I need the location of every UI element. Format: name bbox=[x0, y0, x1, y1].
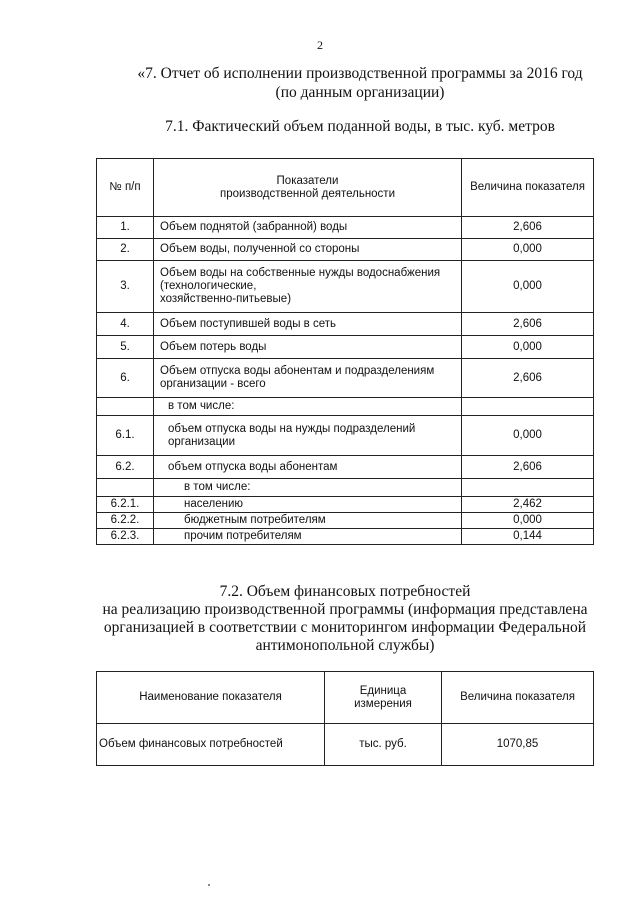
table-row bbox=[97, 398, 594, 416]
row-name: Объем финансовых потребностей bbox=[97, 724, 325, 766]
row-num: 4. bbox=[97, 313, 154, 336]
header-name: Наименование показателя bbox=[97, 672, 325, 724]
report-heading-line2: (по данным организации) bbox=[275, 84, 445, 101]
row-label-line2: (технологические, bbox=[160, 280, 257, 292]
row-num: 6.2. bbox=[97, 456, 154, 479]
report-heading bbox=[60, 64, 640, 102]
row-value: 0,000 bbox=[462, 336, 594, 359]
table-row bbox=[97, 313, 594, 336]
table-header-row bbox=[97, 672, 594, 724]
row-num: 6.2.3. bbox=[97, 529, 154, 545]
section-72-title-line4: антимонопольной службы) bbox=[255, 637, 435, 654]
row-label-line2: организации bbox=[168, 435, 236, 448]
row-value: 0,000 bbox=[462, 416, 594, 456]
row-num bbox=[97, 479, 154, 497]
financial-needs-table bbox=[96, 671, 594, 766]
table-row bbox=[97, 456, 594, 479]
row-value: 0,000 bbox=[462, 261, 594, 313]
row-label: Объем воды, полученной со стороны bbox=[154, 239, 462, 261]
table-header-row bbox=[97, 159, 594, 217]
header-indicator bbox=[154, 159, 462, 217]
row-label bbox=[154, 261, 462, 313]
row-label-line1: Объем воды на собственные нужды водоснабжения bbox=[160, 267, 441, 279]
water-volume-table bbox=[96, 158, 594, 545]
table-row bbox=[97, 724, 594, 766]
row-label: Объем поднятой (забранной) воды bbox=[154, 217, 462, 239]
header-indicator-line1: Показатели bbox=[276, 174, 339, 187]
row-value: 2,606 bbox=[462, 456, 594, 479]
header-value: Величина показателя bbox=[442, 672, 594, 724]
row-label-line2: организации - всего bbox=[160, 378, 266, 390]
row-value: 2,606 bbox=[462, 313, 594, 336]
row-num: 1. bbox=[97, 217, 154, 239]
table-row bbox=[97, 529, 594, 545]
table-row bbox=[97, 513, 594, 529]
header-unit-line1: Единица bbox=[359, 684, 407, 697]
row-unit: тыс. руб. bbox=[325, 724, 442, 766]
row-num bbox=[97, 398, 154, 416]
table-row bbox=[97, 217, 594, 239]
page-number: 2 bbox=[317, 38, 323, 52]
table-row bbox=[97, 261, 594, 313]
row-label: прочим потребителям bbox=[154, 529, 462, 545]
row-num: 6.2.2. bbox=[97, 513, 154, 529]
header-unit-line2: измерения bbox=[354, 697, 412, 710]
row-value: 0,000 bbox=[462, 513, 594, 529]
header-value: Величина показателя bbox=[462, 159, 594, 217]
row-label: населению bbox=[154, 497, 462, 513]
row-value: 0,144 bbox=[462, 529, 594, 545]
row-label: Объем потерь воды bbox=[154, 336, 462, 359]
section-71-title: 7.1. Фактический объем поданной воды, в тыс. куб. метров bbox=[165, 118, 555, 135]
header-num: № п/п bbox=[97, 159, 154, 217]
row-num: 2. bbox=[97, 239, 154, 261]
section-72-title-line2: на реализацию производственной программы (информация представлена bbox=[102, 601, 588, 618]
row-num: 3. bbox=[97, 261, 154, 313]
table-row bbox=[97, 336, 594, 359]
row-label bbox=[154, 359, 462, 398]
row-num: 5. bbox=[97, 336, 154, 359]
row-label: в том числе: bbox=[154, 398, 462, 416]
section-72-title bbox=[95, 583, 595, 655]
row-label-line3: хозяйственно-питьевые) bbox=[160, 293, 292, 305]
row-label-line1: объем отпуска воды на нужды подразделений bbox=[168, 422, 416, 435]
row-value: 2,606 bbox=[462, 217, 594, 239]
row-num: 6. bbox=[97, 359, 154, 398]
table-row bbox=[97, 359, 594, 398]
row-value bbox=[462, 479, 594, 497]
row-value: 2,606 bbox=[462, 359, 594, 398]
section-72-title-line3: организацией в соответствии с мониторингом информации Федеральной bbox=[103, 619, 587, 636]
row-value: 0,000 bbox=[462, 239, 594, 261]
table-row bbox=[97, 416, 594, 456]
row-value bbox=[462, 398, 594, 416]
row-label: объем отпуска воды абонентам bbox=[154, 456, 462, 479]
row-label-line1: Объем отпуска воды абонентам и подразделениям bbox=[160, 365, 435, 377]
row-value: 2,462 bbox=[462, 497, 594, 513]
table-row bbox=[97, 239, 594, 261]
section-72-title-line1: 7.2. Объем финансовых потребностей bbox=[219, 583, 471, 600]
table-row bbox=[97, 497, 594, 513]
row-label: бюджетным потребителям bbox=[154, 513, 462, 529]
scan-speck bbox=[208, 884, 210, 886]
report-heading-line1: «7. Отчет об исполнении производственной программы за 2016 год bbox=[137, 65, 583, 82]
row-label: в том числе: bbox=[154, 479, 462, 497]
header-indicator-line2: производственной деятельности bbox=[219, 187, 396, 200]
table-row bbox=[97, 479, 594, 497]
row-num: 6.2.1. bbox=[97, 497, 154, 513]
row-label bbox=[154, 416, 462, 456]
row-num: 6.1. bbox=[97, 416, 154, 456]
row-value: 1070,85 bbox=[442, 724, 594, 766]
row-label: Объем поступившей воды в сеть bbox=[154, 313, 462, 336]
header-unit bbox=[325, 672, 442, 724]
